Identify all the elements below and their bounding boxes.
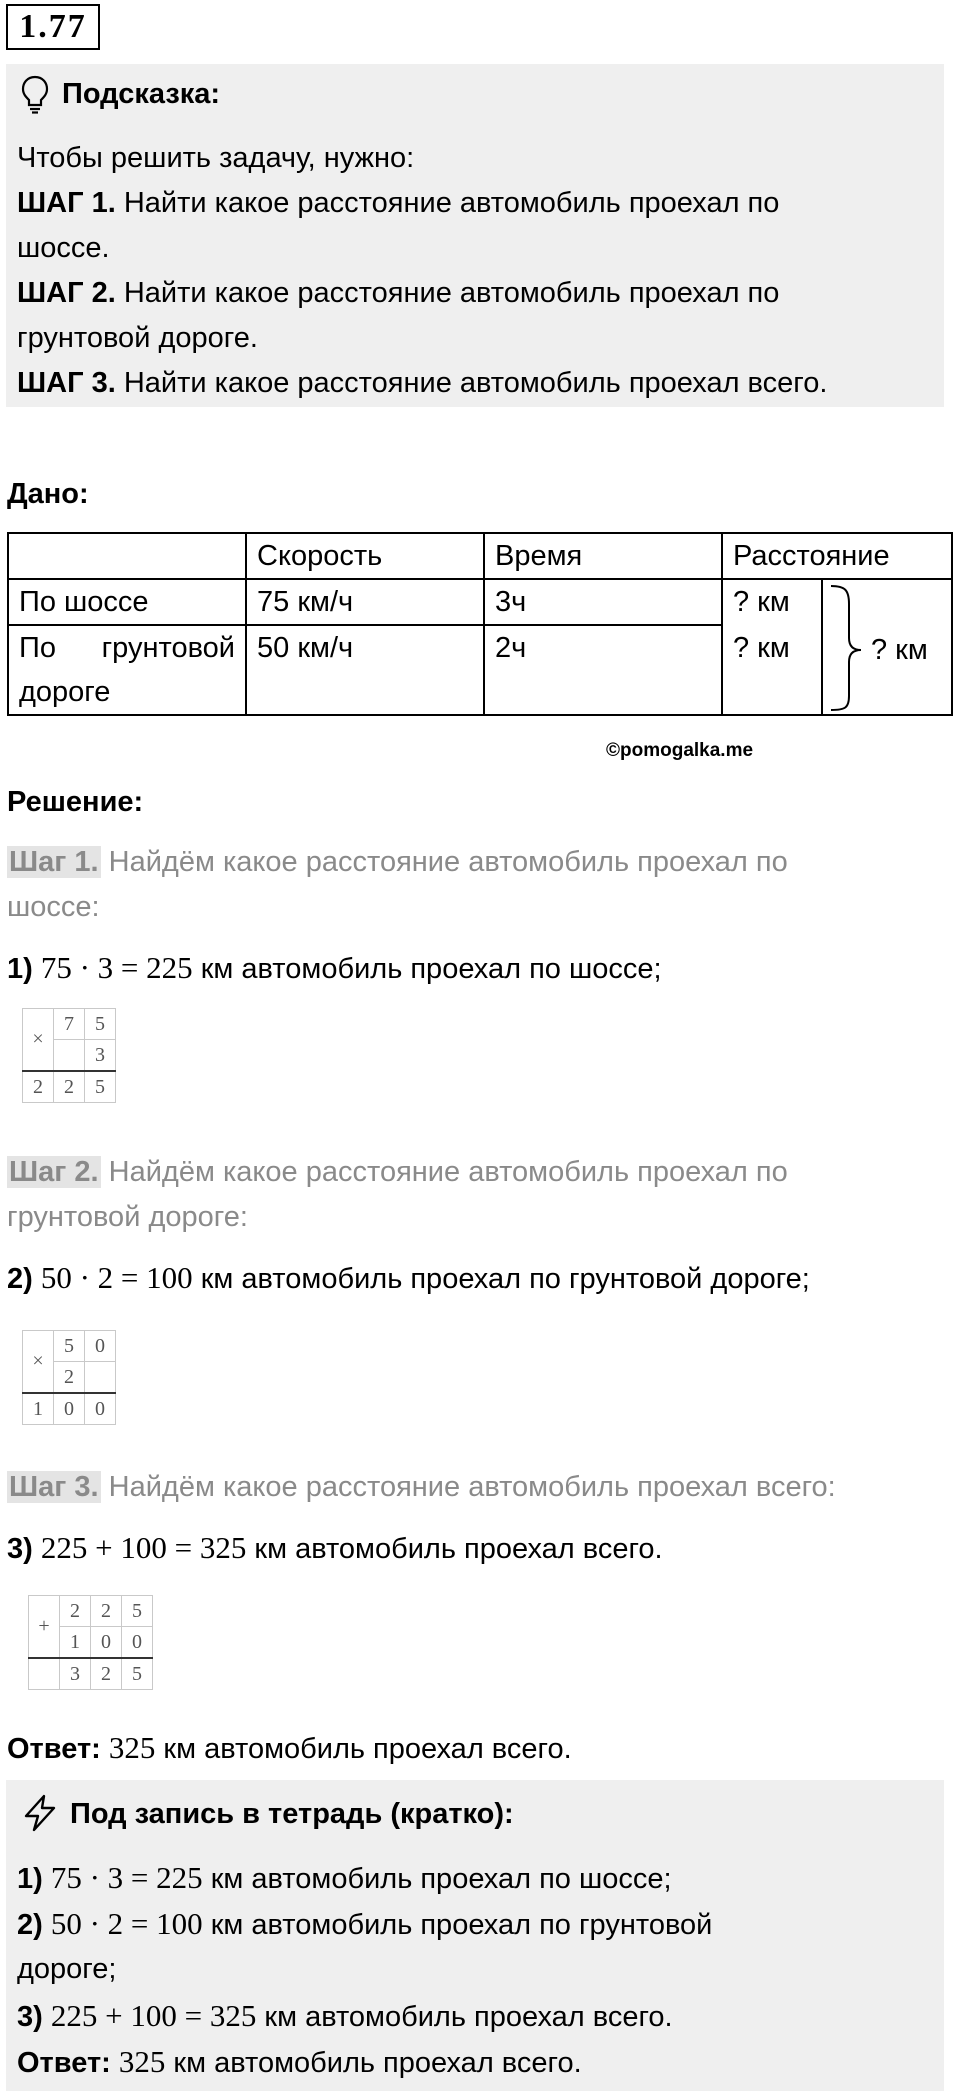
solution-answer <box>7 1725 572 1772</box>
given-row-label: По шоссе <box>8 579 246 625</box>
hint-step-2-cont: грунтовой дороге. <box>17 322 258 354</box>
given-header-empty <box>8 533 246 579</box>
equation-text: км автомобиль проехал по грунтовой дороге; <box>192 1263 810 1295</box>
given-speed: 50 км/ч <box>246 625 484 715</box>
calc-digit: 1 <box>60 1627 91 1659</box>
equation-number: 2) <box>17 1909 43 1941</box>
given-header-speed: Скорость <box>246 533 484 579</box>
lightning-icon <box>20 1793 60 1838</box>
given-distance: ? км <box>733 586 790 618</box>
step-tag: Шаг 1. <box>9 846 99 878</box>
given-total: ? км <box>871 634 928 666</box>
step-tag: Шаг 3. <box>9 1471 99 1503</box>
calc-digit: 0 <box>85 1331 116 1362</box>
equation-expression: 50 · 2 = 100 <box>50 1906 203 1941</box>
calc-digit <box>54 1040 85 1072</box>
equation-expression: 225 + 100 = 325 <box>50 1998 257 2033</box>
equation-number: 3) <box>7 1533 33 1565</box>
calc-digit: 3 <box>60 1658 91 1690</box>
given-distance-cell <box>722 579 952 715</box>
equation-number: 1) <box>7 953 33 985</box>
notebook-line-2-cont: дороге; <box>17 1953 117 1985</box>
given-row-label-b: грунтовой <box>101 632 235 664</box>
calc-digit: 2 <box>60 1596 91 1627</box>
given-header-distance: Расстояние <box>722 533 952 579</box>
hint-step-1-text: Найти какое расстояние автомобиль проехал по <box>115 187 780 219</box>
step-text: Найдём какое расстояние автомобиль проехал по <box>100 1156 788 1188</box>
equation-expression: 225 + 100 = 325 <box>40 1530 247 1565</box>
hint-step-2 <box>17 271 779 316</box>
answer-value: 325 <box>108 1730 156 1765</box>
solution-title: Решение: <box>7 786 144 818</box>
given-time: 2ч <box>484 625 722 715</box>
answer-label: Ответ: <box>7 1733 101 1765</box>
equation-text: км автомобиль проехал всего. <box>256 2001 673 2033</box>
calc-digit: 7 <box>54 1009 85 1040</box>
brace-icon <box>827 580 867 714</box>
calc-digit: 2 <box>23 1071 54 1103</box>
calc-digit: 1 <box>23 1393 54 1425</box>
notebook-title: Под запись в тетрадь (кратко): <box>70 1798 514 1830</box>
hint-title: Подсказка: <box>62 78 221 110</box>
given-row-label-a: По <box>19 632 56 664</box>
equation-text: км автомобиль проехал по шоссе; <box>202 1863 672 1895</box>
equation-expression: 50 · 2 = 100 <box>40 1260 193 1295</box>
equation-2 <box>7 1255 810 1302</box>
given-row-label <box>8 625 246 715</box>
calc-digit: 0 <box>122 1627 153 1659</box>
equation-number: 1) <box>17 1863 43 1895</box>
equation-1 <box>7 945 662 992</box>
calc-digit: 5 <box>85 1009 116 1040</box>
hint-step-1-label: ШАГ 1. <box>17 187 116 219</box>
step-text: Найдём какое расстояние автомобиль проехал по <box>100 846 788 878</box>
given-distance: ? км <box>733 632 790 664</box>
solution-step-1-cont: шоссе: <box>7 891 100 923</box>
answer-label: Ответ: <box>17 2047 111 2079</box>
column-calc-2 <box>22 1330 116 1425</box>
given-row-label-c: дороге <box>19 676 111 708</box>
calc-digit: 0 <box>54 1393 85 1425</box>
equation-expression: 75 · 3 = 225 <box>50 1860 203 1895</box>
column-calc-1 <box>22 1008 116 1103</box>
calc-digit: 2 <box>54 1071 85 1103</box>
solution-step-2-cont: грунтовой дороге: <box>7 1201 248 1233</box>
equation-text: км автомобиль проехал по шоссе; <box>192 953 662 985</box>
hint-step-1 <box>17 181 779 226</box>
calc-digit: 2 <box>91 1658 122 1690</box>
calc-digit: 5 <box>54 1331 85 1362</box>
notebook-line-2 <box>17 1901 712 1948</box>
calc-sign: × <box>23 1331 54 1394</box>
answer-text: км автомобиль проехал всего. <box>165 2047 582 2079</box>
equation-expression: 75 · 3 = 225 <box>40 950 193 985</box>
hint-intro: Чтобы решить задачу, нужно: <box>17 142 415 174</box>
solution-step-2 <box>7 1150 788 1195</box>
equation-number: 3) <box>17 2001 43 2033</box>
equation-text: км автомобиль проехал по грунтовой <box>202 1909 713 1941</box>
calc-digit: 2 <box>54 1362 85 1394</box>
hint-step-3-label: ШАГ 3. <box>17 367 116 399</box>
lightbulb-icon <box>20 74 50 119</box>
problem-number: 1.77 <box>6 4 100 50</box>
hint-step-1-cont: шоссе. <box>17 232 110 264</box>
step-tag: Шаг 2. <box>9 1156 99 1188</box>
given-title: Дано: <box>7 478 89 510</box>
calc-sign: × <box>23 1009 54 1072</box>
calc-digit <box>29 1658 60 1690</box>
calc-digit: 5 <box>85 1071 116 1103</box>
calc-digit: 5 <box>122 1658 153 1690</box>
calc-sign: + <box>29 1596 60 1659</box>
equation-number: 2) <box>7 1263 33 1295</box>
equation-3 <box>7 1525 663 1572</box>
calc-digit: 2 <box>91 1596 122 1627</box>
notebook-line-1 <box>17 1855 672 1902</box>
solution-step-3 <box>7 1465 836 1510</box>
calc-digit: 0 <box>91 1627 122 1659</box>
watermark: ©pomogalka.me <box>606 740 754 761</box>
column-calc-3 <box>28 1595 153 1690</box>
hint-step-2-text: Найти какое расстояние автомобиль проехал по <box>115 277 780 309</box>
answer-value: 325 <box>118 2044 166 2079</box>
hint-step-2-label: ШАГ 2. <box>17 277 116 309</box>
notebook-line-3 <box>17 1993 673 2040</box>
notebook-answer <box>17 2039 582 2086</box>
given-speed: 75 км/ч <box>246 579 484 625</box>
hint-step-3-text: Найти какое расстояние автомобиль проехал всего. <box>115 367 828 399</box>
calc-digit: 5 <box>122 1596 153 1627</box>
equation-text: км автомобиль проехал всего. <box>246 1533 663 1565</box>
calc-digit: 0 <box>85 1393 116 1425</box>
given-time: 3ч <box>484 579 722 625</box>
given-header-time: Время <box>484 533 722 579</box>
given-table <box>7 532 953 716</box>
given-row-highway <box>8 579 952 625</box>
hint-step-3 <box>17 361 827 406</box>
solution-step-1 <box>7 840 788 885</box>
calc-digit: 3 <box>85 1040 116 1072</box>
step-text: Найдём какое расстояние автомобиль проехал всего: <box>100 1471 836 1503</box>
given-header-row <box>8 533 952 579</box>
answer-text: км автомобиль проехал всего. <box>155 1733 572 1765</box>
calc-digit <box>85 1362 116 1394</box>
